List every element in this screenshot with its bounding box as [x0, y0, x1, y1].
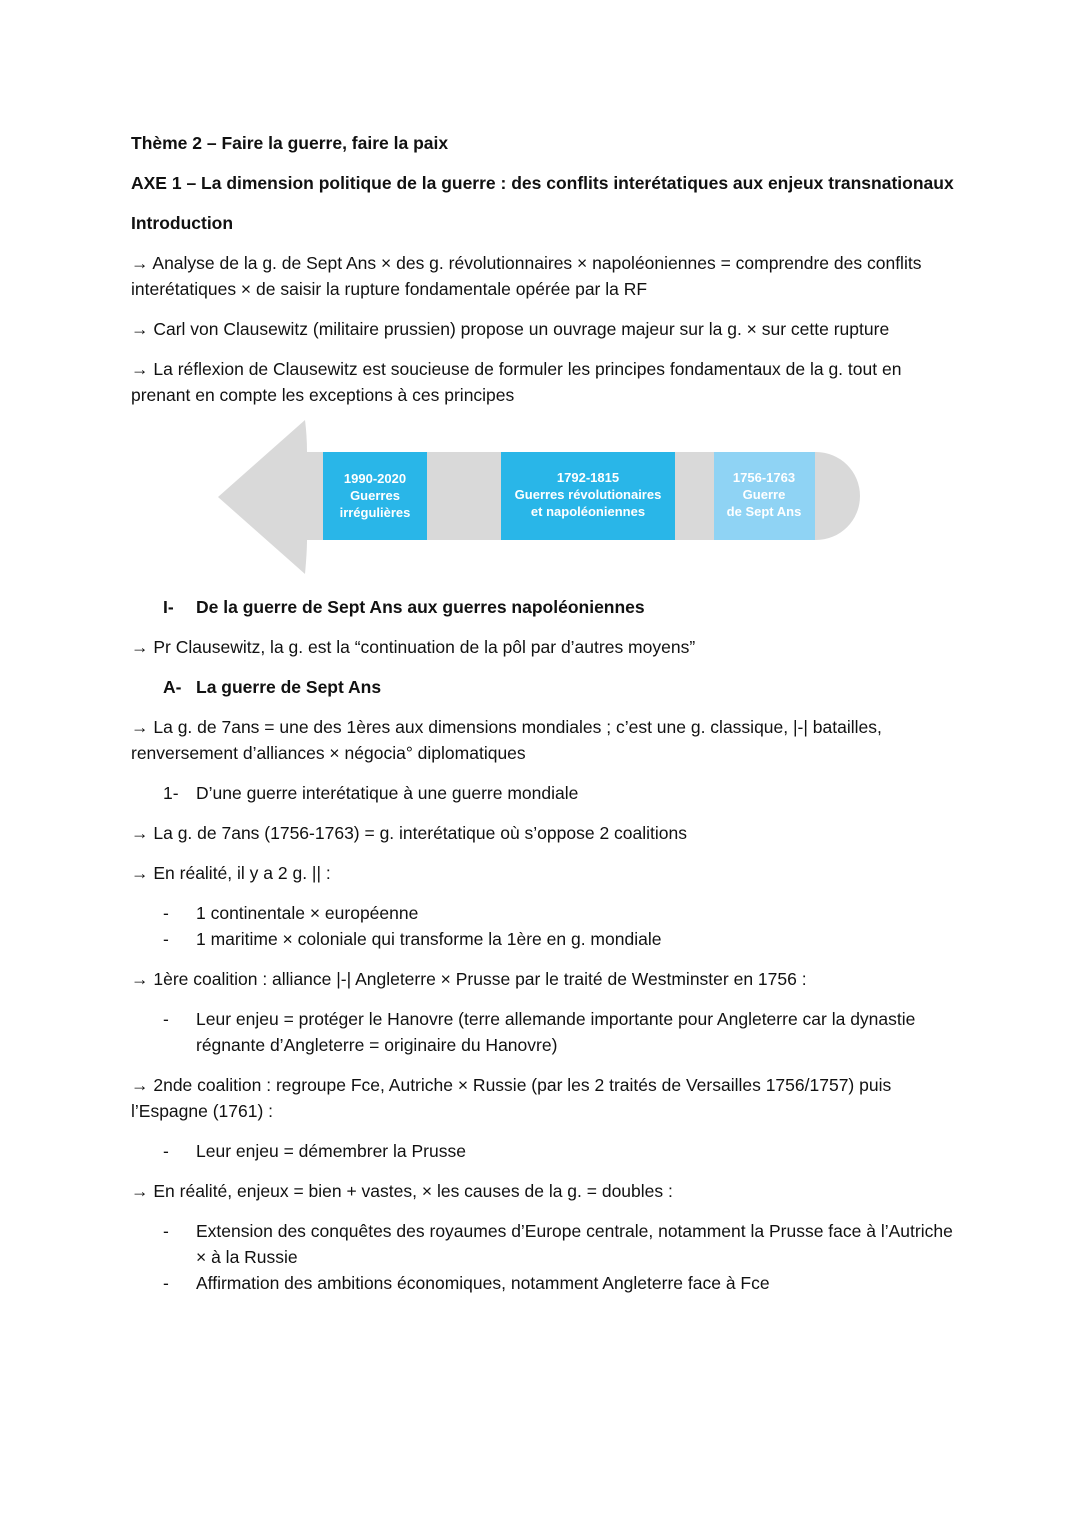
paragraph: → La g. de 7ans = une des 1ères aux dimensions mondiales ; c’est une g. classique, |-| batailles, renversement d’alliances × négocia° diplomatiques	[131, 717, 882, 763]
intro-paragraph: → Analyse de la g. de Sept Ans × des g. révolutionnaires × napoléoniennes = comprendre des conflits interétatiques × de saisir la rupture fondamentale opérée par la RF	[131, 253, 922, 299]
sub-subsection-title: D’une guerre interétatique à une guerre mondiale	[196, 783, 579, 803]
segment-label: Guerres	[350, 488, 400, 503]
segment-label: Guerre	[742, 487, 786, 502]
quote-line: → Pr Clausewitz, la g. est la “continuation de la pôl par d’autres moyens”	[131, 637, 696, 657]
timeline-svg	[0, 414, 1080, 586]
timeline-figure	[131, 414, 961, 586]
segment-label: de Sept Ans	[726, 504, 802, 519]
paragraph: → 2nde coalition : regroupe Fce, Autriche × Russie (par les 2 traités de Versailles 1756/1757) puis l’Espagne (1761) :	[131, 1075, 892, 1121]
subsection-number: A-	[163, 677, 182, 697]
document-page	[131, 130, 961, 1296]
intro-title: Introduction	[131, 213, 234, 233]
paragraph: → La g. de 7ans (1756-1763) = g. interétatique où s’oppose 2 coalitions	[131, 823, 688, 843]
theme-title: Thème 2 – Faire la guerre, faire la paix	[131, 133, 449, 153]
paragraph: → En réalité, enjeux = bien + vastes, × les causes de la g. = doubles :	[131, 1181, 673, 1201]
segment-label: irrégulières	[339, 505, 411, 520]
section-number: I-	[163, 597, 174, 617]
intro-paragraph: → La réflexion de Clausewitz est soucieuse de formuler les principes fondamentaux de la g. tout en prenant en compte les exceptions à ces principes	[131, 359, 902, 405]
list-item: - Leur enjeu = protéger le Hanovre (terre allemande importante pour Angleterre car la dynastie régnante d’Angleterre = originaire du Hanovre)	[163, 1009, 916, 1055]
intro-paragraph: → Carl von Clausewitz (militaire prussien) propose un ouvrage majeur sur la g. × sur cette rupture	[131, 319, 890, 339]
paragraph: → 1ère coalition : alliance |-| Angleterre × Prusse par le traité de Westminster en 1756 :	[131, 969, 807, 989]
segment-dates: 1756-1763	[732, 470, 796, 485]
section-title: De la guerre de Sept Ans aux guerres napoléoniennes	[196, 597, 645, 617]
sub-subsection-number: 1-	[163, 783, 179, 803]
list-item: - Extension des conquêtes des royaumes d’Europe centrale, notamment la Prusse face à l’Autriche × à la Russie	[163, 1221, 953, 1267]
segment-label: et napoléoniennes	[530, 504, 646, 519]
paragraph: → En réalité, il y a 2 g. || :	[131, 863, 331, 883]
list-item: - 1 maritime × coloniale qui transforme la 1ère en g. mondiale	[163, 929, 662, 949]
segment-dates: 1990-2020	[343, 471, 407, 486]
list-item: - Leur enjeu = démembrer la Prusse	[163, 1141, 466, 1161]
list-item: - Affirmation des ambitions économiques, notamment Angleterre face à Fce	[163, 1273, 770, 1293]
section-heading	[131, 594, 961, 620]
axe-title: AXE 1 – La dimension politique de la guerre : des conflits interétatiques aux enjeux transnationaux	[131, 173, 954, 193]
list-item: - 1 continentale × européenne	[163, 903, 419, 923]
subsection-title: La guerre de Sept Ans	[196, 677, 382, 697]
sub-subsection-heading	[131, 780, 961, 806]
segment-label: Guerres révolutionaires	[514, 487, 662, 502]
segment-dates: 1792-1815	[556, 470, 620, 485]
subsection-heading	[131, 674, 961, 700]
